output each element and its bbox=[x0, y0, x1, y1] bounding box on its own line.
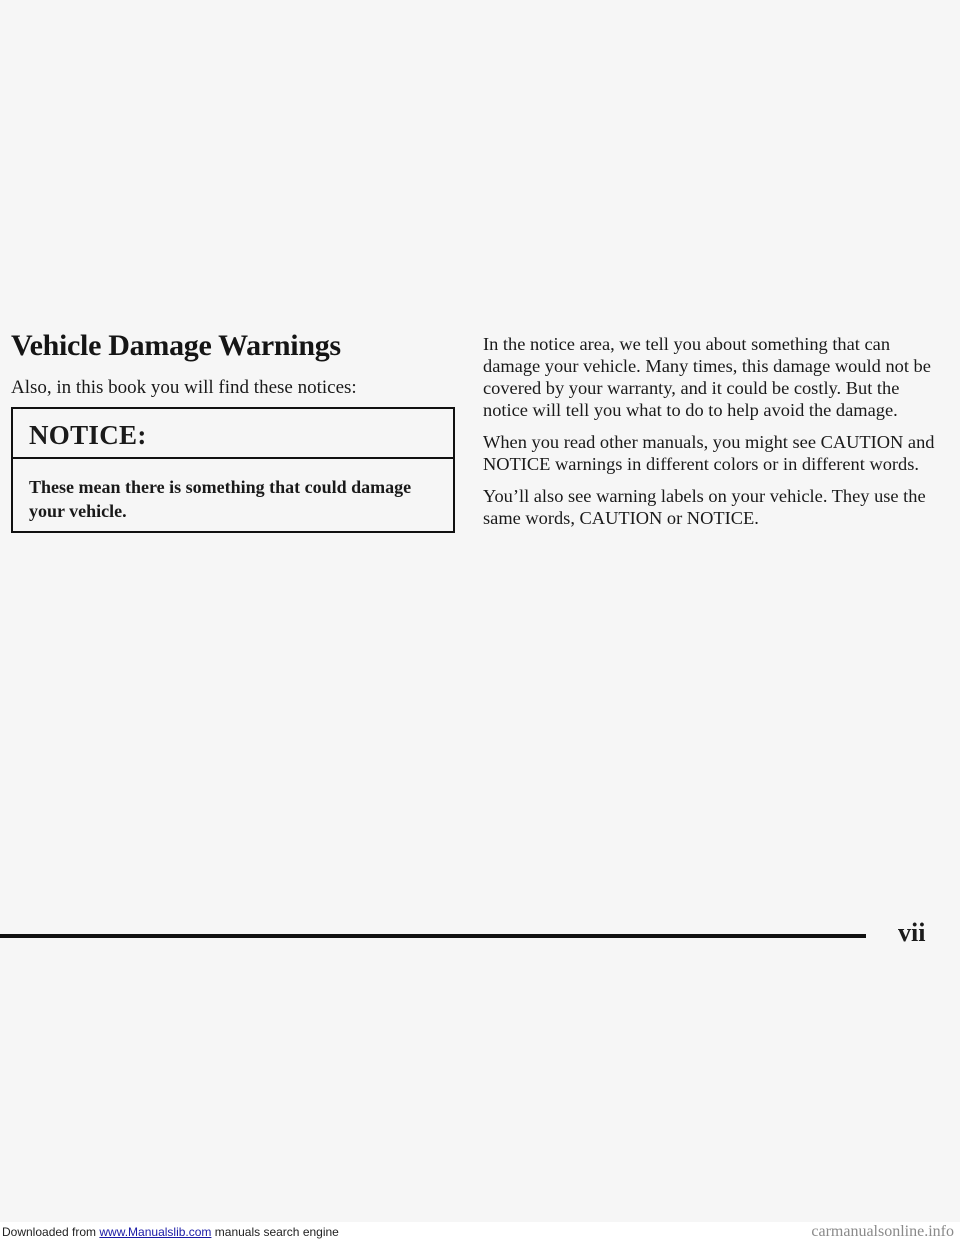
footer-prefix: Downloaded from bbox=[2, 1225, 100, 1239]
right-column bbox=[483, 333, 943, 539]
notice-box bbox=[11, 407, 455, 533]
notice-header bbox=[13, 409, 453, 459]
notice-body: These mean there is something that could damage your vehicle. bbox=[29, 477, 412, 521]
page-number: vii bbox=[898, 918, 926, 947]
section-title: Vehicle Damage Warnings bbox=[11, 329, 341, 362]
manualslib-link[interactable]: www.Manualslib.com bbox=[99, 1225, 212, 1239]
notice-heading: NOTICE: bbox=[29, 420, 147, 450]
footer-credit bbox=[2, 1222, 339, 1242]
footer-rule bbox=[0, 934, 866, 938]
paragraph-other-manuals: When you read other manuals, you might see CAUTION and NOTICE warnings in different colors or in different words. bbox=[483, 432, 935, 474]
paragraph-warning-labels: You’ll also see warning labels on your vehicle. They use the same words, CAUTION or NOTICE. bbox=[483, 486, 926, 528]
download-footer bbox=[0, 1222, 960, 1242]
section-intro: Also, in this book you will find these notices: bbox=[11, 377, 357, 398]
paragraph-notice-area: In the notice area, we tell you about something that can damage your vehicle. Many times, this damage would not be covered by your warranty, and it could be costly. But the notice will tell you what to do to help avoid the damage. bbox=[483, 334, 931, 420]
watermark-text: carmanualsonline.info bbox=[811, 1223, 954, 1240]
footer-suffix: manuals search engine bbox=[211, 1225, 339, 1239]
